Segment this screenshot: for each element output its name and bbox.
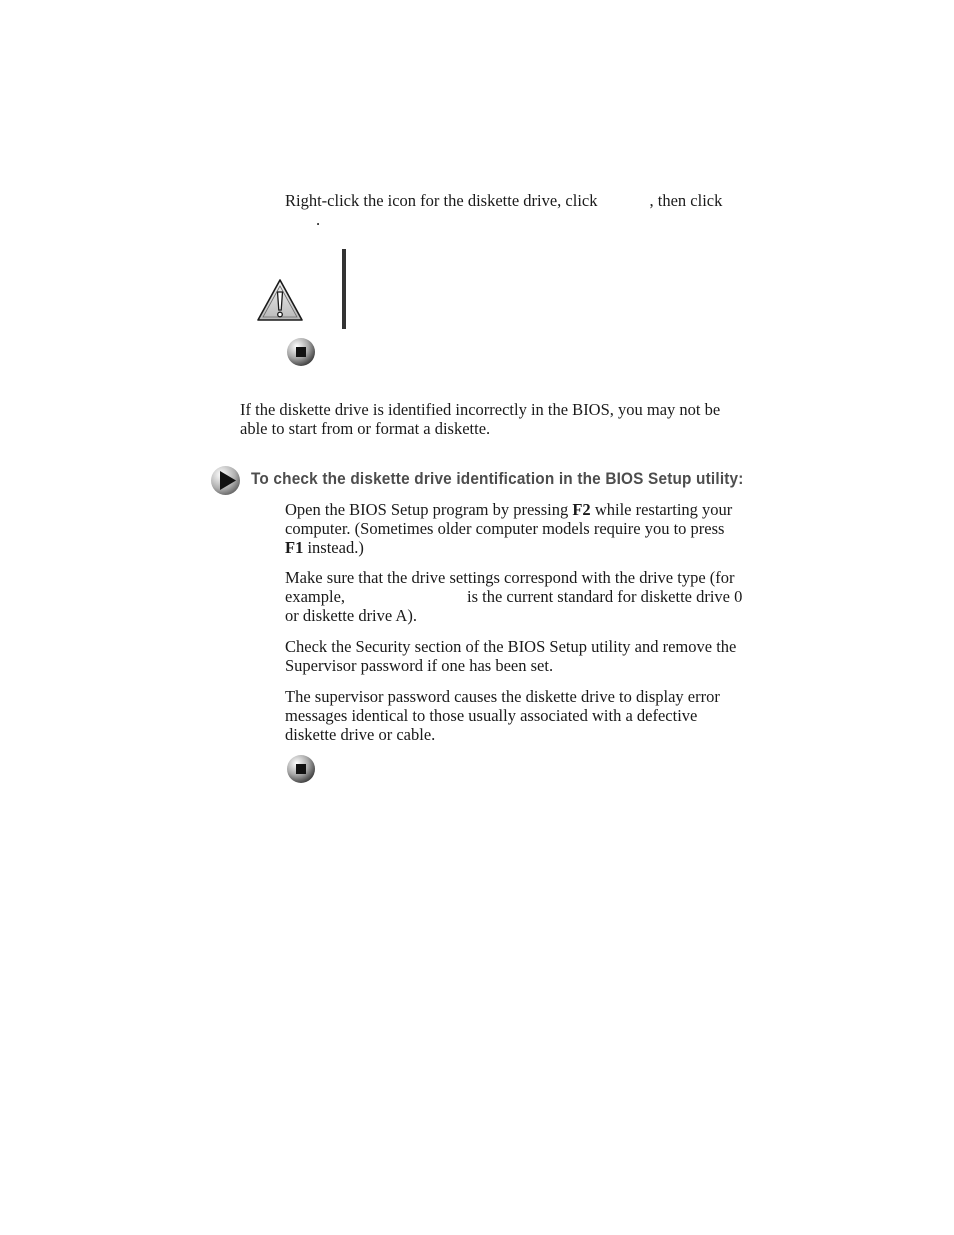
caution-triangle-icon	[256, 277, 304, 323]
step-rightclick-text-a: Right-click the icon for the diskette drive, click	[285, 191, 598, 210]
step-open-bios: Open the BIOS Setup program by pressing F2 while restarting your computer. (Sometimes older computer models require you to press F1 instead.)	[285, 500, 733, 557]
key-f1: F1	[285, 538, 304, 557]
intro-line-1: If the diskette drive is identified incorrectly in the BIOS, you may not be	[240, 400, 721, 419]
arrow-right-icon	[210, 465, 241, 496]
procedure-heading: To check the diskette drive identification in the BIOS Setup utility:	[251, 470, 744, 488]
key-f2: F2	[572, 500, 591, 519]
note-supervisor-password: The supervisor password causes the diskette drive to display error messages identical to those usually associated with a defective diskette drive or cable.	[285, 687, 720, 744]
step-security: Check the Security section of the BIOS Setup utility and remove the Supervisor password if one has been set.	[285, 637, 737, 675]
intro-line-2: able to start from or format a diskette.	[240, 419, 491, 438]
stop-square-icon	[286, 337, 316, 367]
warning-bar	[342, 249, 346, 329]
step-rightclick-text-b: , then click	[649, 191, 723, 210]
intro-paragraph	[240, 400, 773, 438]
stop-square-icon	[286, 754, 316, 784]
step-drive-settings: Make sure that the drive settings correspond with the drive type (for example, is the current standard for diskette drive 0 or diskette drive A).	[285, 568, 743, 625]
step-rightclick-text-c: .	[316, 210, 321, 229]
step-rightclick	[285, 191, 773, 229]
